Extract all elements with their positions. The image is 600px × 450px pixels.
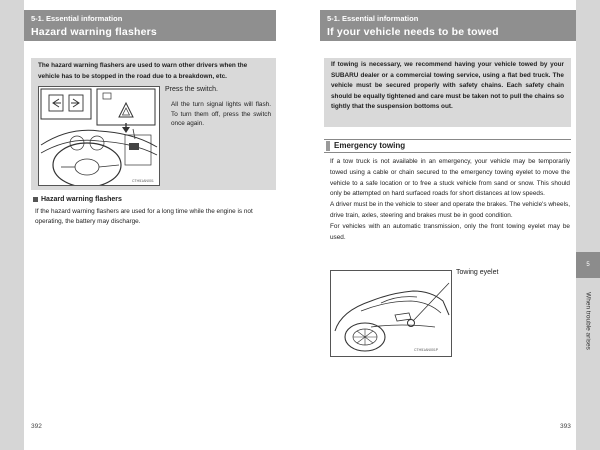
right-gutter: [576, 0, 600, 450]
step-title: Press the switch.: [165, 86, 218, 93]
towing-eyelet-label: Towing eyelet: [456, 269, 499, 276]
chapter-tab-label: When trouble arises: [584, 292, 592, 350]
step-body: All the turn signal lights will flash. To turn them off, press the switch once again.: [171, 101, 271, 128]
left-page-number: 392: [31, 423, 42, 430]
hazard-intro: The hazard warning flashers are used to warn other drivers when the vehicle has to be stopped in the road due to a breakdown, etc.: [38, 62, 248, 80]
towing-info-box: [324, 58, 571, 127]
car-rear-illustration: [331, 271, 451, 356]
emergency-body: [330, 157, 570, 243]
emergency-paragraph-2: A driver must be in the vehicle to steer and operate the brakes. The vehicle's wheels, drive train, axles, steering and brakes must be in good condition.: [330, 201, 570, 219]
note-body: If the hazard warning flashers are used for a long time while the engine is not operating, the battery may discharge.: [35, 208, 253, 225]
right-header: [320, 10, 576, 41]
page-title: Hazard warning flashers: [31, 26, 157, 38]
note-heading: Hazard warning flashers: [33, 196, 122, 203]
chapter-tab-number: 5: [576, 252, 600, 278]
towing-eyelet-figure: [330, 270, 452, 357]
dashboard-figure: [38, 86, 160, 186]
dashboard-illustration: [39, 87, 159, 185]
emergency-paragraph-1: If a tow truck is not available in an emergency, your vehicle may be temporarily towed using a cable or chain secured to the emergency towing eyelet to move the vehicle to a safe location or to free a stuck vehicle from sand or snow. This should only be attempted on hard surfaced roads for short distances at low speeds.: [330, 158, 570, 198]
emergency-paragraph-3: For vehicles with an automatic transmission, only the front towing eyelet may be used.: [330, 222, 570, 241]
towing-intro: If towing is necessary, we recommend having your vehicle towed by your SUBARU dealer or a commercial towing service, using a flat bed truck. The vehicle must be secured properly with safety chains. Each safety chain should be equally tightened and care must be taken not to pull the chains so tightly that the suspension bottoms out.: [331, 61, 564, 111]
page-title: If your vehicle needs to be towed: [327, 26, 499, 38]
right-page-number: 393: [560, 423, 571, 430]
section-label: 5-1. Essential information: [327, 14, 419, 23]
figure-code: CTH51AN001P: [414, 348, 439, 352]
figure-code: CTH51AN001: [132, 179, 154, 183]
left-header: [24, 10, 276, 41]
heading-bar: [326, 141, 330, 151]
hazard-info-box: [31, 58, 276, 190]
emergency-towing-heading: Emergency towing: [324, 139, 571, 153]
section-label: 5-1. Essential information: [31, 14, 123, 23]
bullet-square-icon: [33, 197, 38, 202]
left-gutter: [0, 0, 24, 450]
